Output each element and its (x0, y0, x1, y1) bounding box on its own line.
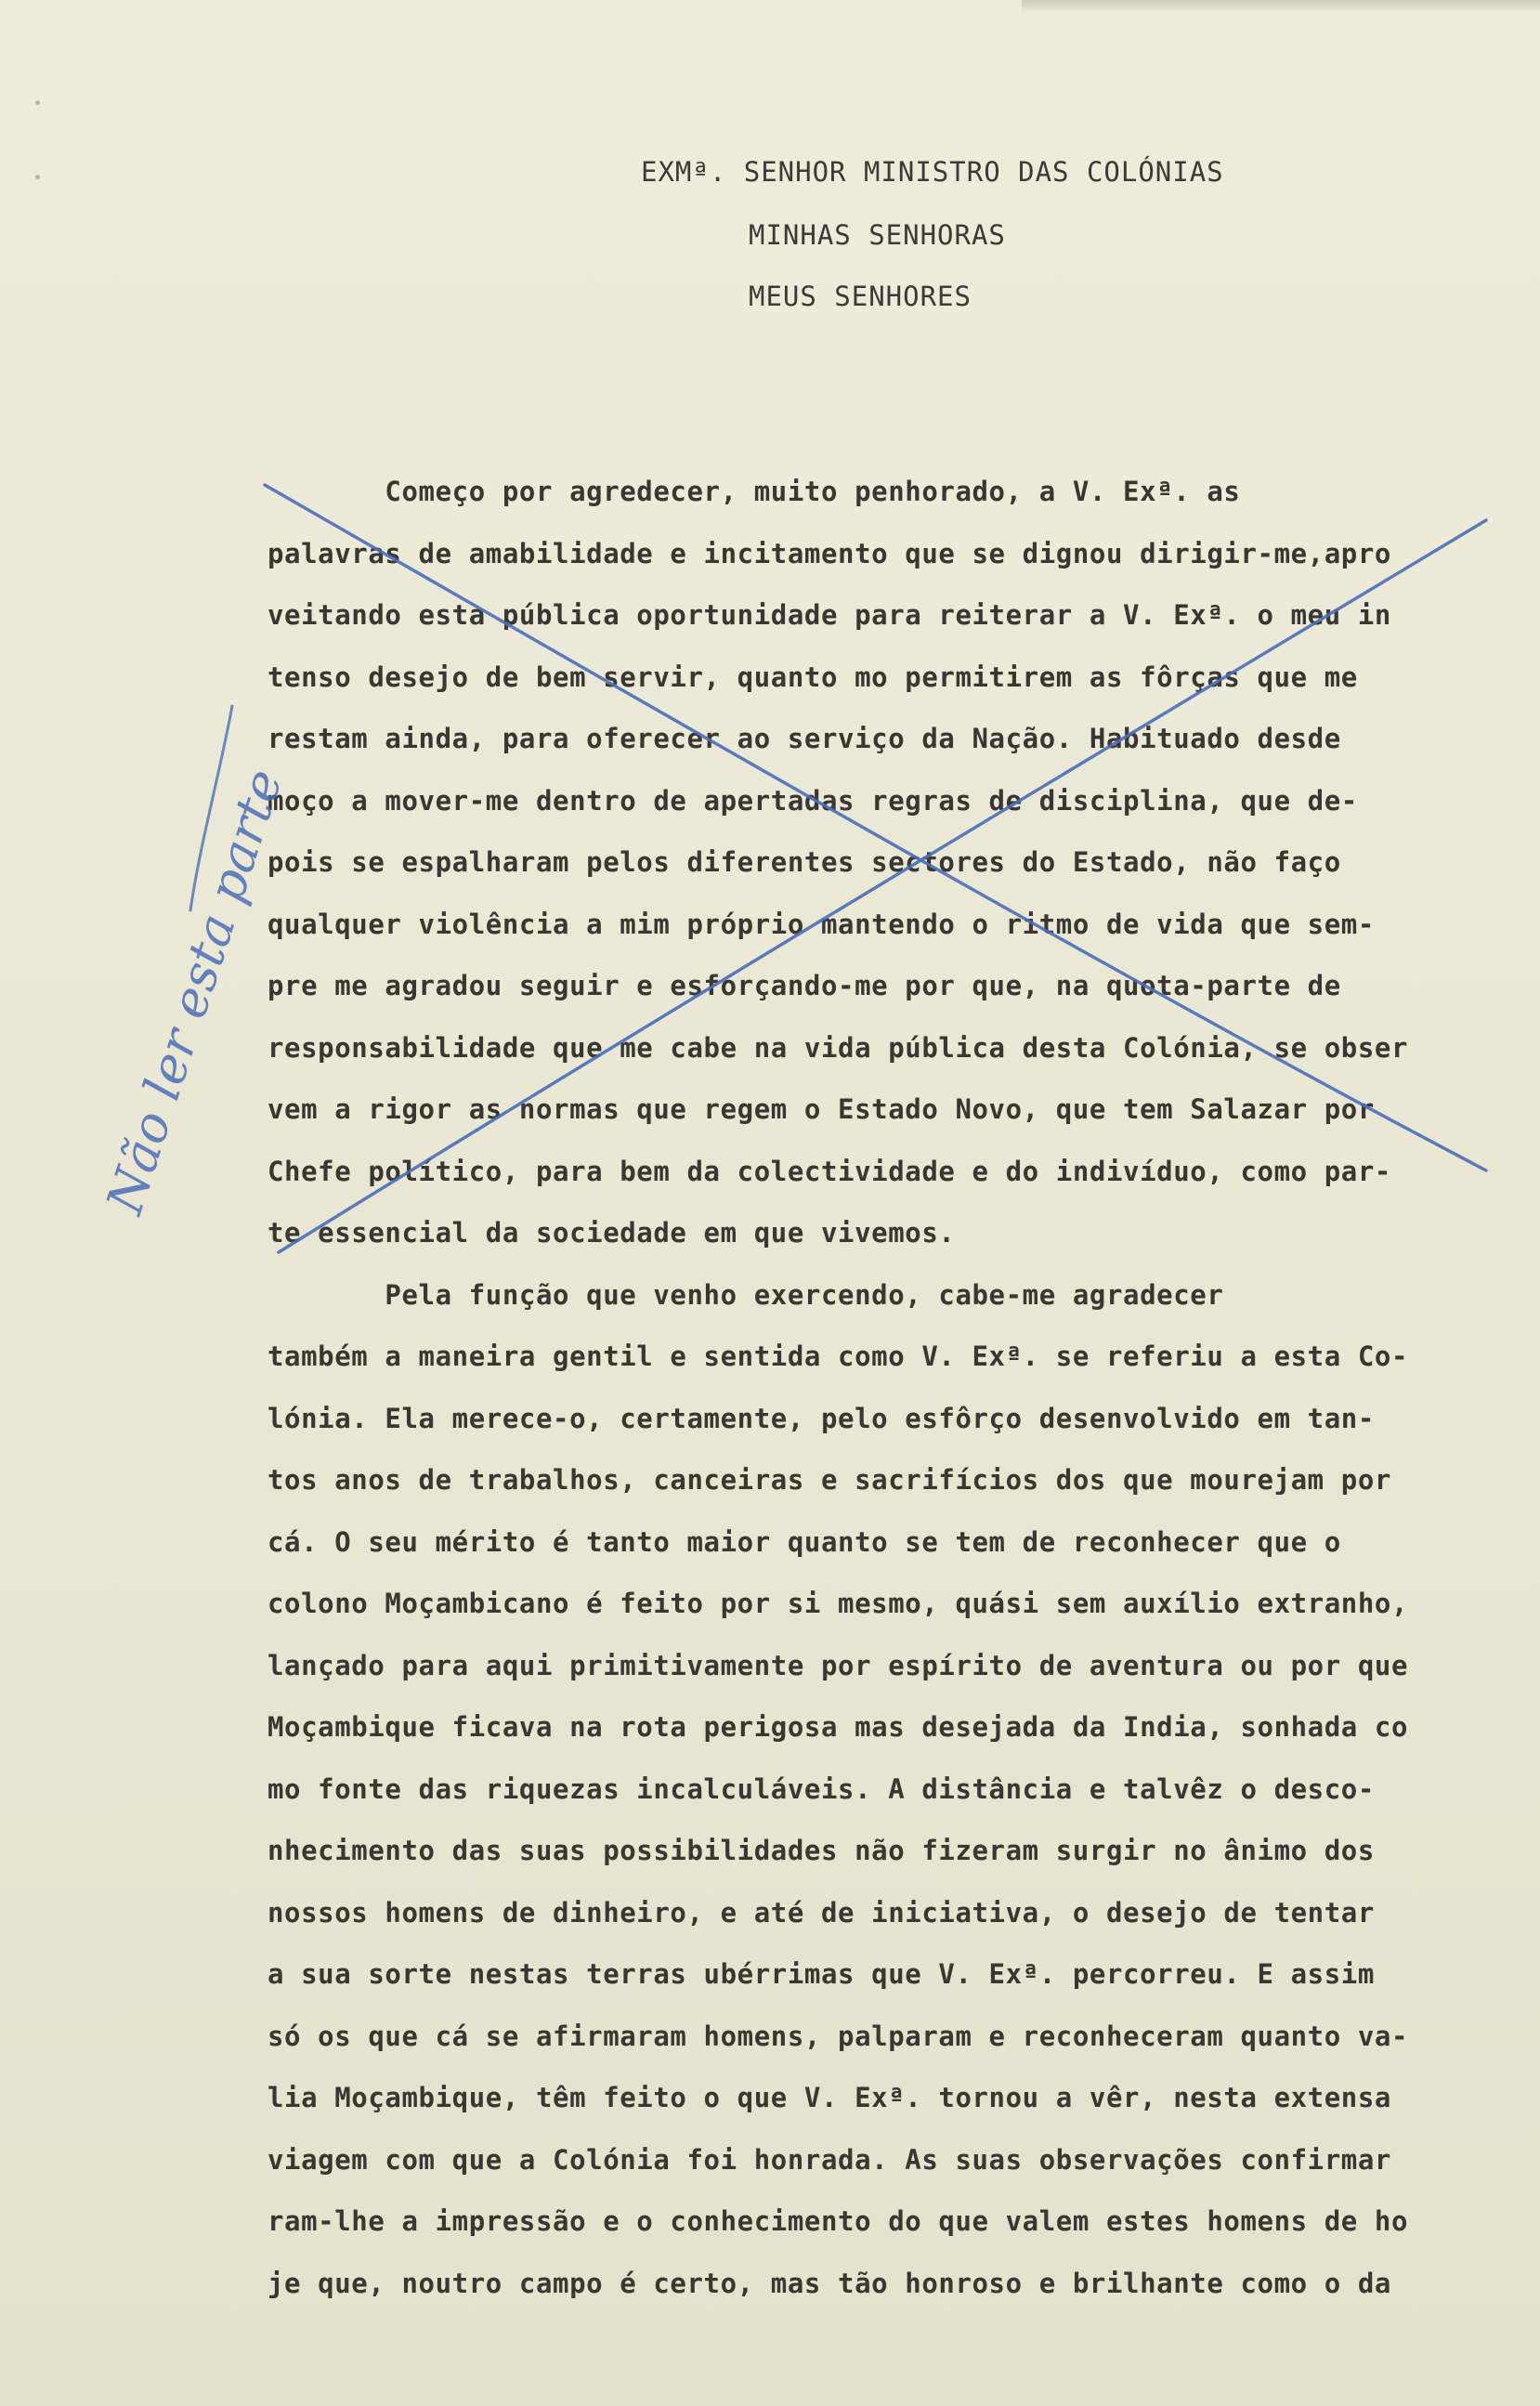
body-line: a sua sorte nestas terras ubérrimas que V. Exª. percorreu. E assim (268, 1958, 1375, 1990)
margin-bracket-stroke (190, 706, 232, 910)
body-line: palavras de amabilidade e incitamento que se dignou dirigir-me,apro (268, 537, 1391, 569)
staple-hole (35, 100, 40, 105)
body-line: lónia. Ela merece-o, certamente, pelo esfôrço desenvolvido em tan- (268, 1402, 1375, 1434)
body-line: moço a mover-me dentro de apertadas regras de disciplina, que de- (268, 784, 1358, 817)
body-line: te essencial da sociedade em que vivemos. (268, 1217, 956, 1249)
body-line: nhecimento das suas possibilidades não fizeram surgir no ânimo dos (268, 1835, 1375, 1866)
body-line: Chefe político, para bem da colectividade e do indivíduo, como par- (268, 1155, 1391, 1187)
body-line: também a maneira gentil e sentida como V. Exª. se referiu a esta Co- (268, 1340, 1409, 1372)
salutation-line-2: MINHAS SENHORAS (749, 219, 1006, 251)
body-line: lia Moçambique, têm feito o que V. Exª. tornou a vêr, nesta extensa (268, 2082, 1391, 2113)
body-line: qualquer violência a mim próprio mantendo o ritmo de vida que sem- (268, 908, 1375, 940)
body-line: vem a rigor as normas que regem o Estado Novo, que tem Salazar por (268, 1093, 1375, 1125)
body-line: cá. O seu mérito é tanto maior quanto se tem de reconhecer que o (268, 1525, 1341, 1558)
body-line: mo fonte das riquezas incalculáveis. A distância e talvêz o desco- (268, 1772, 1375, 1805)
body-line: nossos homens de dinheiro, e até de iniciativa, o desejo de tentar (268, 1896, 1375, 1929)
salutation-line-1: EXMª. SENHOR MINISTRO DAS COLÓNIAS (641, 156, 1224, 188)
body-line: ram-lhe a impressão e o conhecimento do que valem estes homens de ho (268, 2205, 1409, 2237)
body-line: responsabilidade que me cabe na vida pública desta Colónia, se obser (268, 1031, 1409, 1064)
staple-hole (35, 175, 40, 179)
body-line: je que, noutro campo é certo, mas tão honroso e brilhante como o da (268, 2267, 1391, 2299)
salutation-line-3: MEUS SENHORES (749, 281, 972, 312)
body-line: tenso desejo de bem servir, quanto mo permitirem as fôrças que me (268, 660, 1358, 693)
body-line: lançado para aqui primitivamente por espírito de aventura ou por que (268, 1649, 1409, 1681)
body-line: só os que cá se afirmaram homens, palparam e reconheceram quanto va- (268, 2020, 1409, 2052)
body-line: Pela função que venho exercendo, cabe-me agradecer (268, 1278, 1224, 1311)
body-line: colono Moçambicano é feito por si mesmo, quási sem auxílio extranho, (268, 1588, 1409, 1619)
body-line: viagem com que a Colónia foi honrada. As suas observações confirmar (268, 2143, 1391, 2176)
body-line: veitando esta pública oportunidade para reiterar a V. Exª. o meu in (268, 599, 1391, 631)
body-line: restam ainda, para oferecer ao serviço da Nação. Habituado desde (268, 723, 1341, 754)
body-line: pois se espalharam pelos diferentes sectores do Estado, não faço (268, 846, 1341, 878)
margin-note-text: Não ler esta parte (95, 762, 294, 1222)
body-line: Começo por agredecer, muito penhorado, a V. Exª. as (268, 476, 1241, 507)
speech-body (268, 461, 1503, 2314)
margin-note (95, 763, 294, 1223)
body-line: pre me agradou seguir e esforçando-me por que, na quota-parte de (268, 970, 1341, 1001)
body-line: Moçambique ficava na rota perigosa mas desejada da India, sonhada co (268, 1711, 1409, 1743)
body-line: tos anos de trabalhos, canceiras e sacrifícios dos que mourejam por (268, 1464, 1391, 1496)
page-edge-shadow (1022, 0, 1540, 13)
